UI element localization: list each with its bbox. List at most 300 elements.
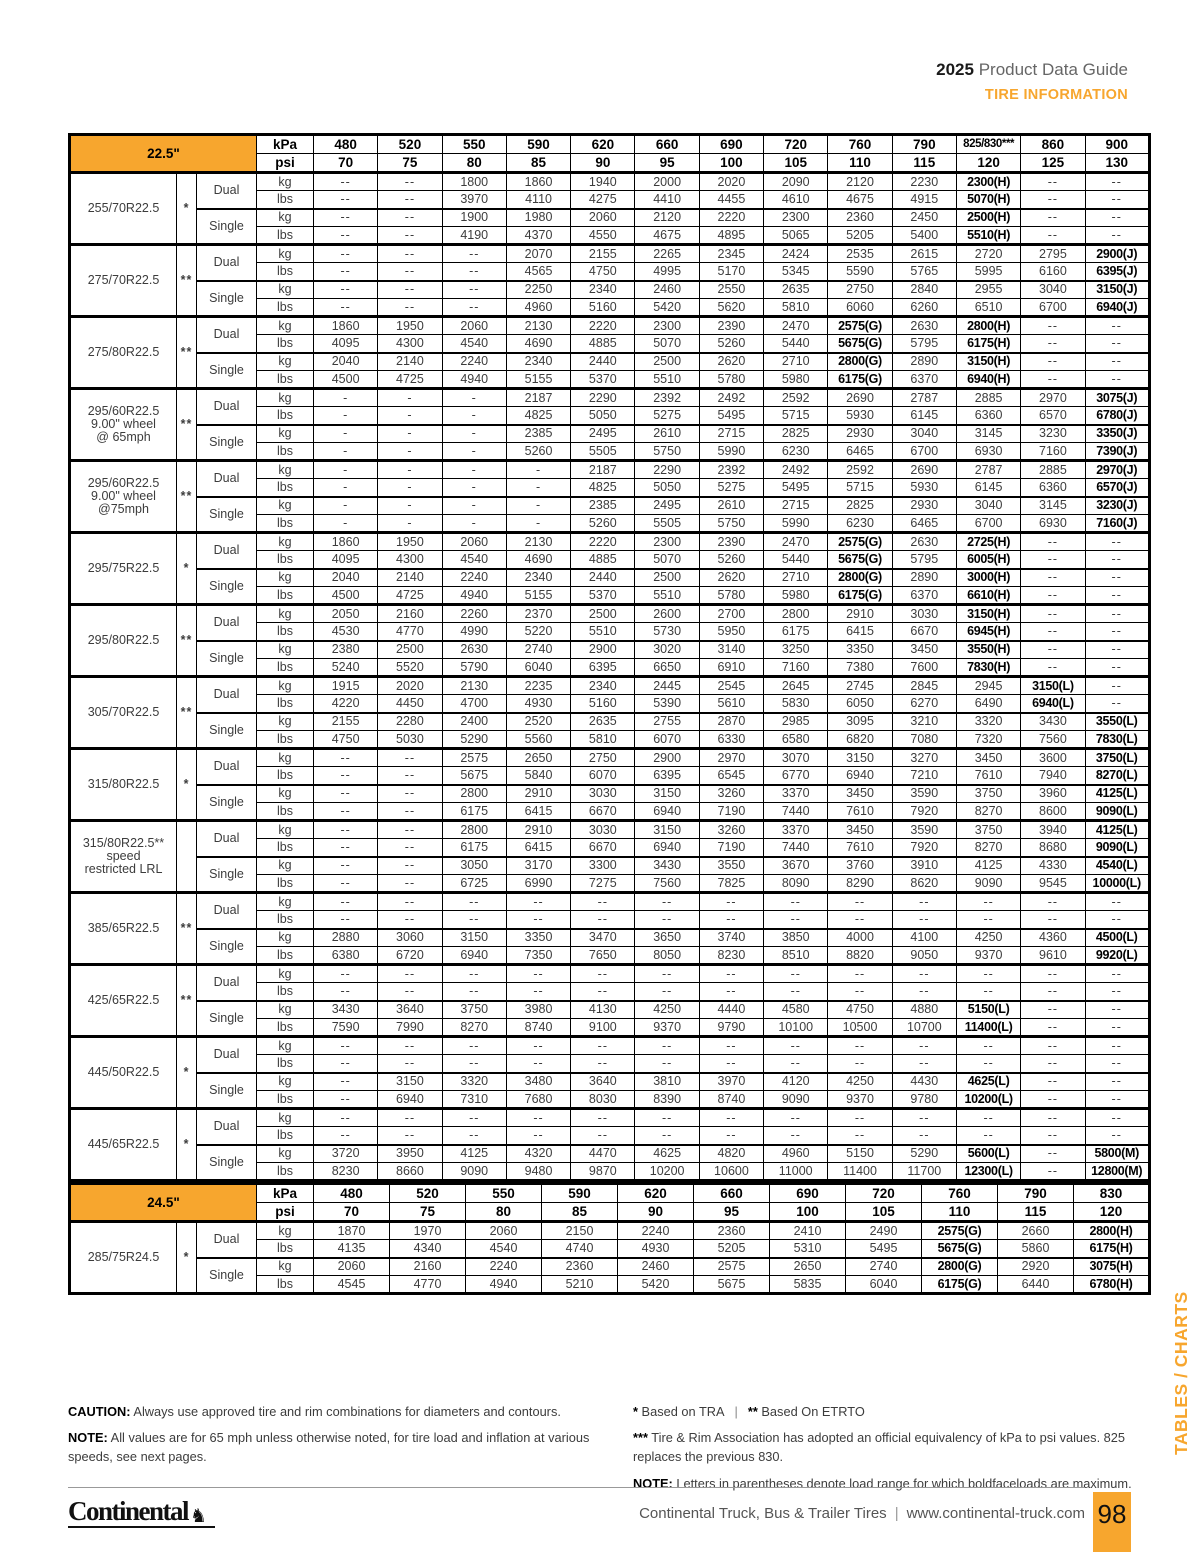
load-cell: -- xyxy=(442,263,506,281)
load-cell: 2140 xyxy=(378,353,442,371)
load-cell: 9790 xyxy=(699,1019,763,1037)
tra-etrto-marker: ** xyxy=(177,965,197,1037)
load-cell: 2300 xyxy=(764,209,828,227)
unit-label: lbs xyxy=(257,875,314,893)
dual-label: Dual xyxy=(197,677,257,713)
unit-label: lbs xyxy=(257,263,314,281)
load-cell: 4275 xyxy=(571,191,635,209)
load-cell: 2385 xyxy=(571,497,635,515)
load-cell: 4930 xyxy=(618,1240,694,1258)
load-cell: 6145 xyxy=(956,479,1020,497)
kpa-label: kPa xyxy=(257,1184,314,1203)
load-cell: 3070 xyxy=(764,749,828,767)
load-cell: 2630 xyxy=(892,533,956,551)
psi-value: 75 xyxy=(390,1203,466,1222)
load-cell: - xyxy=(314,515,378,533)
kpa-value: 620 xyxy=(618,1184,694,1203)
load-cell: - xyxy=(314,425,378,443)
load-cell: 4540(L) xyxy=(1085,857,1149,875)
load-cell: 1950 xyxy=(378,533,442,551)
load-cell: 5070 xyxy=(635,551,699,569)
load-cell: 4930 xyxy=(506,695,570,713)
load-cell: -- xyxy=(314,803,378,821)
load-cell: 3020 xyxy=(635,641,699,659)
load-cell: 7310 xyxy=(442,1091,506,1109)
load-cell: 3640 xyxy=(571,1073,635,1091)
kpa-value: 620 xyxy=(571,135,635,154)
note-pipe: | xyxy=(734,1404,738,1419)
load-cell: -- xyxy=(1085,1019,1149,1037)
load-cell: 12800(M) xyxy=(1085,1163,1149,1181)
load-cell: -- xyxy=(1021,335,1085,353)
load-cell: 3740 xyxy=(699,929,763,947)
load-cell: - xyxy=(378,425,442,443)
unit-label: lbs xyxy=(257,407,314,425)
unit-label: kg xyxy=(257,389,314,407)
load-cell: 12300(L) xyxy=(956,1163,1020,1181)
load-cell: 3750(L) xyxy=(1085,749,1149,767)
load-cell: 5275 xyxy=(635,407,699,425)
load-cell: 1860 xyxy=(314,317,378,335)
load-cell: -- xyxy=(828,1037,892,1055)
load-cell: 8820 xyxy=(828,947,892,965)
load-cell: - xyxy=(378,407,442,425)
tire-size: 295/75R22.5 xyxy=(70,533,177,605)
load-cell: 4300 xyxy=(378,551,442,569)
load-cell: 5370 xyxy=(571,371,635,389)
load-cell: 2470 xyxy=(764,317,828,335)
load-cell: 2610 xyxy=(699,497,763,515)
load-cell: 8740 xyxy=(699,1091,763,1109)
load-cell: 2360 xyxy=(542,1258,618,1276)
psi-value: 120 xyxy=(956,154,1020,173)
load-cell: -- xyxy=(1021,569,1085,587)
load-cell: 1915 xyxy=(314,677,378,695)
load-cell: 4565 xyxy=(506,263,570,281)
load-cell: -- xyxy=(378,191,442,209)
load-cell: 4320 xyxy=(506,1145,570,1163)
load-cell: 5835 xyxy=(770,1276,846,1294)
load-cell: -- xyxy=(506,1037,570,1055)
load-cell: 2890 xyxy=(892,569,956,587)
load-cell: 2187 xyxy=(506,389,570,407)
load-cell: -- xyxy=(378,857,442,875)
load-cell: -- xyxy=(378,803,442,821)
tire-size: 445/65R22.5 xyxy=(70,1109,177,1181)
load-cell: - xyxy=(314,389,378,407)
load-cell: -- xyxy=(699,1127,763,1145)
unit-label: kg xyxy=(257,497,314,515)
load-cell: 2492 xyxy=(699,389,763,407)
load-cell: 5210 xyxy=(542,1276,618,1294)
load-cell: 5050 xyxy=(635,479,699,497)
dual-label: Dual xyxy=(197,1109,257,1145)
load-cell: 3170 xyxy=(506,857,570,875)
load-cell: -- xyxy=(1021,659,1085,677)
load-cell: 2755 xyxy=(635,713,699,731)
load-cell: 7650 xyxy=(571,947,635,965)
load-cell: 7920 xyxy=(892,803,956,821)
load-inflation-tables xyxy=(68,133,1148,1295)
load-cell: -- xyxy=(314,767,378,785)
load-cell: 8620 xyxy=(892,875,956,893)
unit-label: kg xyxy=(257,533,314,551)
load-cell: 3060 xyxy=(378,929,442,947)
load-cell: -- xyxy=(699,983,763,1001)
load-cell: 5390 xyxy=(635,695,699,713)
load-cell: -- xyxy=(571,965,635,983)
load-cell: 9545 xyxy=(1021,875,1085,893)
load-cell: 4750 xyxy=(314,731,378,749)
tra-etrto-marker: ** xyxy=(177,317,197,389)
psi-value: 105 xyxy=(846,1203,922,1222)
single-label: Single xyxy=(197,569,257,605)
load-cell: 5155 xyxy=(506,371,570,389)
load-cell: 2500 xyxy=(378,641,442,659)
load-cell: 6465 xyxy=(828,443,892,461)
unit-label: lbs xyxy=(257,983,314,1001)
load-cell: 2187 xyxy=(571,461,635,479)
load-cell: 2690 xyxy=(828,389,892,407)
load-cell: 1940 xyxy=(571,173,635,191)
load-cell: 4120 xyxy=(764,1073,828,1091)
load-cell: -- xyxy=(764,965,828,983)
psi-value: 95 xyxy=(635,154,699,173)
load-cell: -- xyxy=(892,911,956,929)
tire-size: 295/60R22.5 9.00" wheel @ 65mph xyxy=(70,389,177,461)
load-cell: -- xyxy=(828,911,892,929)
load-cell: -- xyxy=(828,983,892,1001)
load-cell: 2235 xyxy=(506,677,570,695)
load-cell: -- xyxy=(314,191,378,209)
tire-size: 275/80R22.5 xyxy=(70,317,177,389)
psi-value: 80 xyxy=(442,154,506,173)
load-cell: 3145 xyxy=(956,425,1020,443)
load-cell: -- xyxy=(378,1055,442,1073)
load-cell: 4940 xyxy=(442,587,506,605)
load-cell: 2795 xyxy=(1021,245,1085,263)
load-cell: -- xyxy=(1085,1037,1149,1055)
load-cell: 1970 xyxy=(390,1222,466,1240)
load-cell: -- xyxy=(442,983,506,1001)
tire-size: 295/60R22.5 9.00" wheel @75mph xyxy=(70,461,177,533)
load-cell: 4750 xyxy=(828,1001,892,1019)
tire-size: 285/75R24.5 xyxy=(70,1222,177,1294)
load-cell: 5780 xyxy=(699,371,763,389)
load-cell: 4470 xyxy=(571,1145,635,1163)
load-cell: 2610 xyxy=(635,425,699,443)
load-cell: 2385 xyxy=(506,425,570,443)
load-cell: - xyxy=(378,461,442,479)
load-cell: 3250 xyxy=(764,641,828,659)
load-cell: 4770 xyxy=(378,623,442,641)
load-cell: -- xyxy=(635,1037,699,1055)
load-cell: 4750 xyxy=(571,263,635,281)
load-cell: 2787 xyxy=(956,461,1020,479)
load-cell: 2890 xyxy=(892,353,956,371)
load-cell: 6175 xyxy=(442,839,506,857)
load-cell: -- xyxy=(571,1127,635,1145)
load-cell: 2240 xyxy=(618,1222,694,1240)
load-cell: 3270 xyxy=(892,749,956,767)
load-cell: 2040 xyxy=(314,569,378,587)
load-cell: 3750 xyxy=(442,1001,506,1019)
load-cell: 2160 xyxy=(378,605,442,623)
unit-label: kg xyxy=(257,785,314,803)
unit-label: lbs xyxy=(257,695,314,713)
load-cell: 5240 xyxy=(314,659,378,677)
load-cell: -- xyxy=(442,281,506,299)
load-cell: 7080 xyxy=(892,731,956,749)
kpa-value: 590 xyxy=(542,1184,618,1203)
load-cell: 7830(H) xyxy=(956,659,1020,677)
load-cell: 2750 xyxy=(828,281,892,299)
load-cell: 10600 xyxy=(699,1163,763,1181)
load-cell: 6700 xyxy=(1021,299,1085,317)
load-cell: 2550 xyxy=(699,281,763,299)
unit-label: kg xyxy=(257,713,314,731)
load-cell: 6940 xyxy=(828,767,892,785)
load-cell: 5675(G) xyxy=(828,551,892,569)
load-cell: 9050 xyxy=(892,947,956,965)
load-cell: 10100 xyxy=(764,1019,828,1037)
unit-label: kg xyxy=(257,245,314,263)
load-cell: 6940 xyxy=(635,803,699,821)
load-cell: 2800 xyxy=(442,785,506,803)
load-cell: 3810 xyxy=(635,1073,699,1091)
load-cell: 4885 xyxy=(571,335,635,353)
unit-label: lbs xyxy=(257,515,314,533)
load-cell: -- xyxy=(956,1055,1020,1073)
load-cell: 10200(L) xyxy=(956,1091,1020,1109)
load-cell: 6360 xyxy=(956,407,1020,425)
load-cell: 7190 xyxy=(699,803,763,821)
footer-tagline xyxy=(639,1505,1085,1522)
load-cell: 5495 xyxy=(699,407,763,425)
load-cell: 3350 xyxy=(828,641,892,659)
psi-value: 85 xyxy=(542,1203,618,1222)
caution-text: Always use approved tire and rim combinations for diameters and contours. xyxy=(130,1404,561,1419)
load-cell: 5260 xyxy=(571,515,635,533)
load-cell: 3075(H) xyxy=(1074,1258,1150,1276)
load-cell: - xyxy=(314,497,378,515)
load-cell: - xyxy=(442,407,506,425)
load-cell: -- xyxy=(764,1055,828,1073)
load-cell: -- xyxy=(956,893,1020,911)
load-cell: -- xyxy=(442,911,506,929)
load-cell: 3960 xyxy=(1021,785,1085,803)
load-cell: - xyxy=(442,479,506,497)
load-cell: 5990 xyxy=(699,443,763,461)
kpa-value: 660 xyxy=(694,1184,770,1203)
load-cell: 1950 xyxy=(378,317,442,335)
load-cell: 8270 xyxy=(956,839,1020,857)
tra-etrto-marker: * xyxy=(177,1037,197,1109)
load-cell: 2660 xyxy=(998,1222,1074,1240)
load-cell: 5160 xyxy=(571,299,635,317)
tire-size: 275/70R22.5 xyxy=(70,245,177,317)
load-cell: 4455 xyxy=(699,191,763,209)
load-cell: -- xyxy=(1021,317,1085,335)
load-cell: -- xyxy=(892,983,956,1001)
unit-label: kg xyxy=(257,929,314,947)
load-cell: 2900(J) xyxy=(1085,245,1149,263)
load-cell: 2630 xyxy=(892,317,956,335)
load-cell: 2800(H) xyxy=(1074,1222,1150,1240)
load-cell: - xyxy=(442,497,506,515)
load-cell: 5205 xyxy=(694,1240,770,1258)
load-cell: 4825 xyxy=(506,407,570,425)
load-cell: 3030 xyxy=(892,605,956,623)
load-cell: 4500 xyxy=(314,587,378,605)
load-cell: 6545 xyxy=(699,767,763,785)
load-cell: 6910 xyxy=(699,659,763,677)
tire-size: 315/80R22.5 xyxy=(70,749,177,821)
load-cell: 10000(L) xyxy=(1085,875,1149,893)
load-cell: 5675(G) xyxy=(828,335,892,353)
load-cell: 3980 xyxy=(506,1001,570,1019)
tire-size: 445/50R22.5 xyxy=(70,1037,177,1109)
load-cell: 3150 xyxy=(828,749,892,767)
load-cell: -- xyxy=(828,1127,892,1145)
load-cell: 5790 xyxy=(442,659,506,677)
load-cell: 2340 xyxy=(506,353,570,371)
load-cell: 9100 xyxy=(571,1019,635,1037)
load-cell: 3370 xyxy=(764,821,828,839)
load-cell: 4190 xyxy=(442,227,506,245)
psi-value: 115 xyxy=(892,154,956,173)
load-cell: -- xyxy=(1085,371,1149,389)
kpa-value: 760 xyxy=(922,1184,998,1203)
footnotes xyxy=(68,1402,1148,1500)
load-cell: -- xyxy=(635,965,699,983)
load-cell: -- xyxy=(1085,641,1149,659)
load-cell: 3850 xyxy=(764,929,828,947)
load-cell: 5715 xyxy=(828,479,892,497)
load-cell: 6770 xyxy=(764,767,828,785)
psi-value: 95 xyxy=(694,1203,770,1222)
kpa-value: 550 xyxy=(442,135,506,154)
load-cell: 4125(L) xyxy=(1085,785,1149,803)
load-cell: -- xyxy=(828,893,892,911)
load-cell: 2495 xyxy=(635,497,699,515)
load-cell: 8050 xyxy=(635,947,699,965)
load-cell: -- xyxy=(378,875,442,893)
load-cell: 6415 xyxy=(506,803,570,821)
load-cell: 2825 xyxy=(764,425,828,443)
load-cell: -- xyxy=(314,893,378,911)
load-cell: 7560 xyxy=(635,875,699,893)
load-cell: -- xyxy=(1085,317,1149,335)
load-cell: -- xyxy=(314,209,378,227)
unit-label: kg xyxy=(257,1037,314,1055)
load-cell: 2060 xyxy=(442,533,506,551)
load-cell: 6440 xyxy=(998,1276,1074,1294)
load-cell: 2500 xyxy=(571,605,635,623)
load-cell: 4000 xyxy=(828,929,892,947)
load-cell: 7610 xyxy=(828,839,892,857)
load-cell: 3750 xyxy=(956,785,1020,803)
load-cell: -- xyxy=(1085,1055,1149,1073)
load-cell: -- xyxy=(442,893,506,911)
load-cell: 4825 xyxy=(571,479,635,497)
load-cell: 6260 xyxy=(892,299,956,317)
load-cell: 2440 xyxy=(571,569,635,587)
load-cell: 2000 xyxy=(635,173,699,191)
load-cell: 4110 xyxy=(506,191,570,209)
load-cell: 7380 xyxy=(828,659,892,677)
load-cell: 2500 xyxy=(635,569,699,587)
load-cell: -- xyxy=(378,911,442,929)
psi-value: 105 xyxy=(764,154,828,173)
kpa-value: 520 xyxy=(390,1184,466,1203)
load-cell: 9090(L) xyxy=(1085,803,1149,821)
load-cell: 7680 xyxy=(506,1091,570,1109)
load-cell: -- xyxy=(314,263,378,281)
load-cell: 4995 xyxy=(635,263,699,281)
unit-label: kg xyxy=(257,317,314,335)
load-cell: -- xyxy=(1021,1109,1085,1127)
unit-label: kg xyxy=(257,569,314,587)
load-cell: 4625(L) xyxy=(956,1073,1020,1091)
unit-label: kg xyxy=(257,749,314,767)
load-cell: - xyxy=(506,479,570,497)
load-cell: 6395 xyxy=(635,767,699,785)
load-cell: -- xyxy=(314,299,378,317)
tire-size: 255/70R22.5 xyxy=(70,173,177,245)
load-cell: -- xyxy=(699,1037,763,1055)
load-cell: -- xyxy=(314,875,378,893)
load-cell: 2390 xyxy=(699,533,763,551)
load-cell: 3910 xyxy=(892,857,956,875)
tra-text: Based on TRA xyxy=(637,1404,725,1419)
load-cell: 2230 xyxy=(892,173,956,191)
load-cell: -- xyxy=(506,983,570,1001)
tra-etrto-marker: * xyxy=(177,173,197,245)
load-cell: 3040 xyxy=(892,425,956,443)
load-cell: 3030 xyxy=(571,821,635,839)
load-cell: 6930 xyxy=(1021,515,1085,533)
load-cell: 6940(H) xyxy=(956,371,1020,389)
dual-label: Dual xyxy=(197,533,257,569)
load-cell: 5170 xyxy=(699,263,763,281)
load-cell: 5420 xyxy=(635,299,699,317)
kpa-value: 720 xyxy=(846,1184,922,1203)
load-cell: 7210 xyxy=(892,767,956,785)
load-cell: 2120 xyxy=(635,209,699,227)
load-cell: 2220 xyxy=(571,533,635,551)
load-cell: 5150(L) xyxy=(956,1001,1020,1019)
load-cell: 4940 xyxy=(442,371,506,389)
load-cell: -- xyxy=(378,1109,442,1127)
load-cell: 2715 xyxy=(699,425,763,443)
kpa-value: 790 xyxy=(892,135,956,154)
dual-label: Dual xyxy=(197,173,257,209)
load-cell: -- xyxy=(1085,191,1149,209)
load-cell: - xyxy=(506,515,570,533)
diameter-label: 22.5" xyxy=(70,135,257,173)
load-cell: -- xyxy=(506,965,570,983)
load-cell: 2050 xyxy=(314,605,378,623)
load-cell: 5950 xyxy=(699,623,763,641)
load-cell: 2970(J) xyxy=(1085,461,1149,479)
load-cell: 5840 xyxy=(506,767,570,785)
load-cell: 2250 xyxy=(506,281,570,299)
load-cell: 6415 xyxy=(506,839,570,857)
footer-tagline-text: Continental Truck, Bus & Trailer Tires xyxy=(639,1504,887,1522)
load-cell: 2970 xyxy=(699,749,763,767)
kpa-value: 690 xyxy=(699,135,763,154)
